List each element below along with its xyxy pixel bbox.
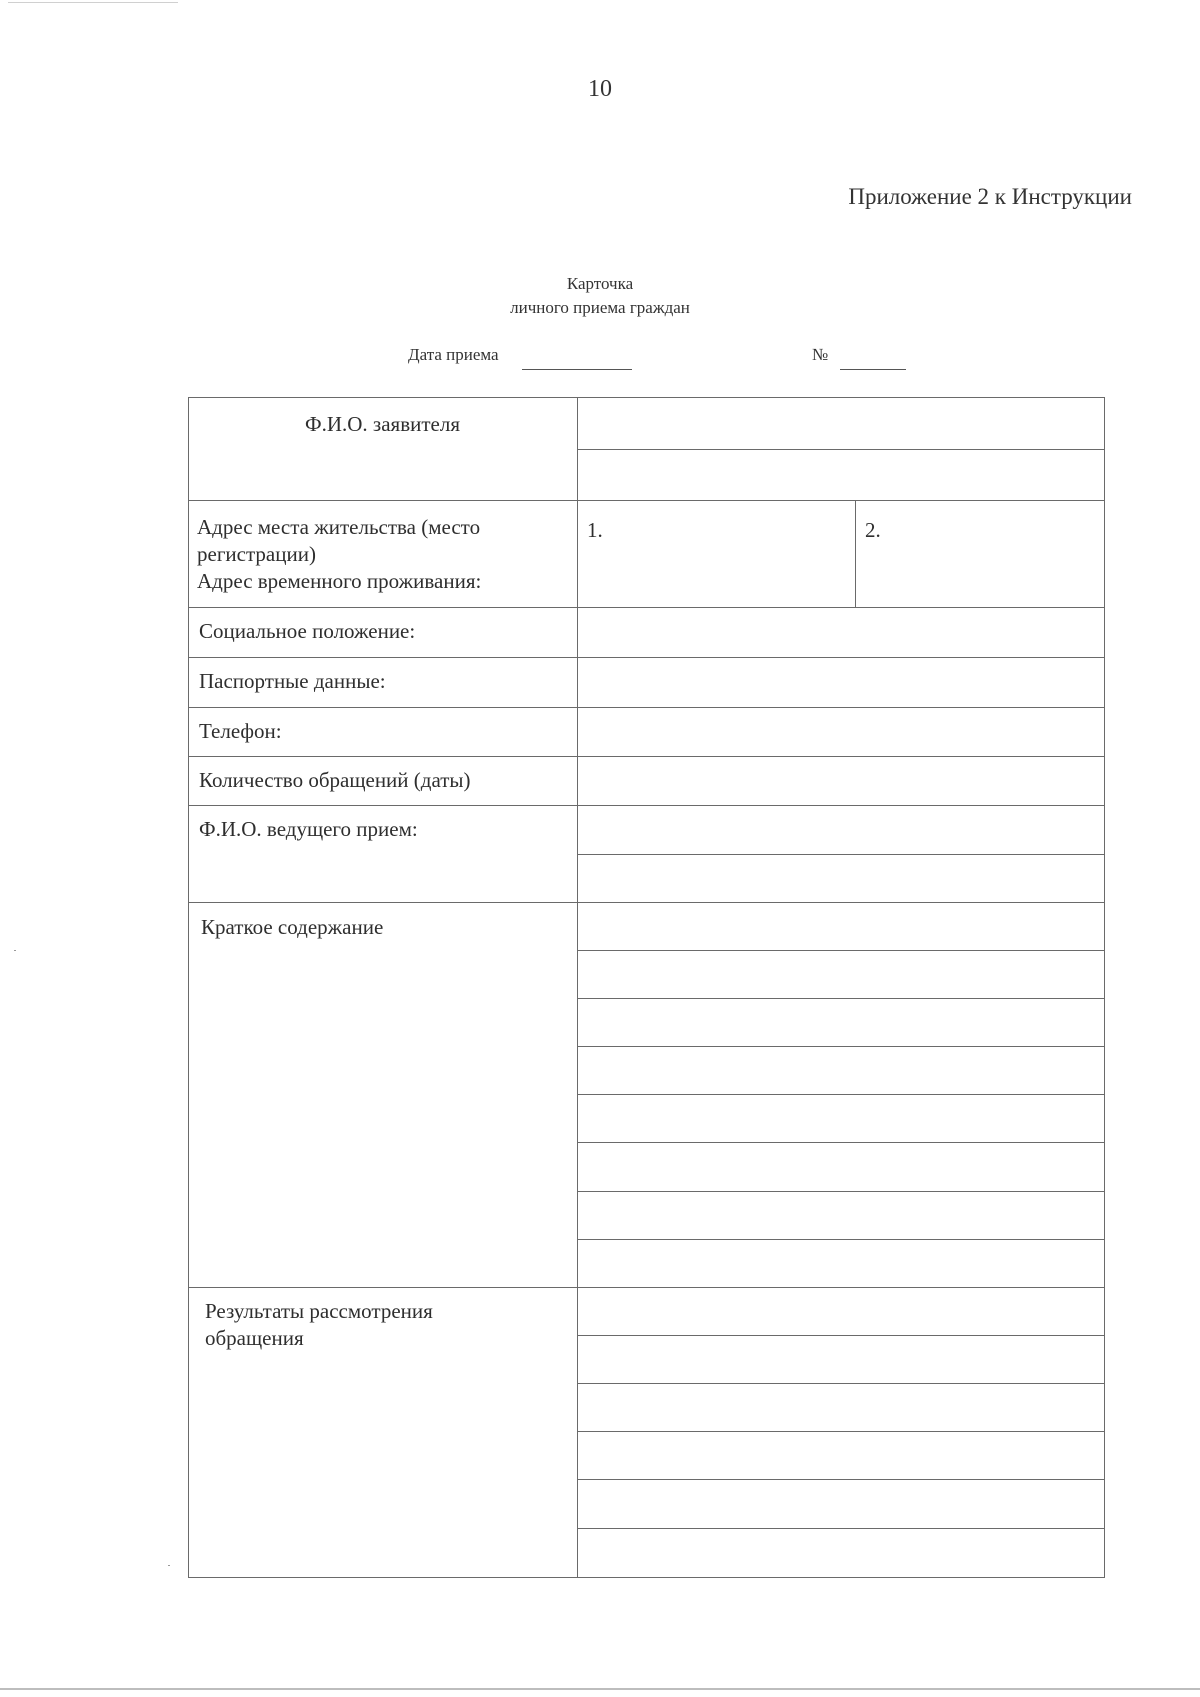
address-label-line1: Адрес места жительства (место <box>197 515 481 539</box>
date-field[interactable] <box>522 369 632 370</box>
number-label: № <box>812 345 829 364</box>
summary-label: Краткое содержание <box>201 915 384 939</box>
row-divider <box>188 500 1105 501</box>
address-label <box>197 514 481 595</box>
phone-field[interactable] <box>580 710 1102 754</box>
summary-field[interactable] <box>580 905 1102 1285</box>
card-title-line1: Карточка <box>566 274 634 293</box>
address-col2-number: 2. <box>865 518 881 542</box>
scan-speck <box>168 1565 170 1566</box>
address-label-line2: регистрации) <box>197 542 316 566</box>
row-divider <box>188 707 1105 708</box>
phone-label: Телефон: <box>199 719 282 743</box>
results-label <box>205 1298 433 1352</box>
address-field-2[interactable] <box>858 503 1102 605</box>
number-field[interactable] <box>840 369 906 370</box>
table-top-border <box>188 397 1105 398</box>
row-divider <box>188 657 1105 658</box>
page-number: 10 <box>588 76 612 102</box>
address-column-divider <box>855 500 856 607</box>
social-status-field[interactable] <box>580 610 1102 655</box>
table-bottom-border <box>188 1577 1105 1578</box>
results-field[interactable] <box>580 1290 1102 1575</box>
table-column-divider <box>577 397 578 1578</box>
social-status-label: Социальное положение: <box>199 619 416 643</box>
receiver-name-label: Ф.И.О. ведущего прием: <box>199 817 418 841</box>
row-divider <box>188 756 1105 757</box>
applicant-name-field-2[interactable] <box>580 452 1102 498</box>
table-right-border <box>1104 397 1105 1578</box>
row-divider <box>188 805 1105 806</box>
results-label-line2: обращения <box>205 1326 304 1350</box>
receiver-name-field-1[interactable] <box>580 808 1102 852</box>
appeals-count-field[interactable] <box>580 759 1102 803</box>
address-col1-number: 1. <box>587 518 603 542</box>
passport-label: Паспортные данные: <box>199 669 386 693</box>
scan-edge-top <box>8 2 178 3</box>
applicant-name-label: Ф.И.О. заявителя <box>305 412 460 436</box>
field-line <box>577 854 1105 855</box>
receiver-name-field-2[interactable] <box>580 857 1102 900</box>
card-title <box>0 272 1200 320</box>
row-divider <box>188 902 1105 903</box>
date-label: Дата приема <box>408 345 499 364</box>
scan-edge-bottom <box>0 1688 1200 1690</box>
address-label-line3: Адрес временного проживания: <box>197 569 482 593</box>
applicant-name-field-1[interactable] <box>580 400 1102 448</box>
appendix-heading: Приложение 2 к Инструкции <box>848 184 1132 209</box>
passport-field[interactable] <box>580 660 1102 705</box>
scan-speck <box>14 950 16 951</box>
results-label-line1: Результаты рассмотрения <box>205 1299 433 1323</box>
row-divider <box>188 607 1105 608</box>
appeals-count-label: Количество обращений (даты) <box>199 768 471 792</box>
row-divider <box>188 1287 1105 1288</box>
field-line <box>577 449 1105 450</box>
address-field-1[interactable] <box>580 503 853 605</box>
table-left-border <box>188 397 189 1578</box>
card-title-line2: личного приема граждан <box>510 298 690 317</box>
